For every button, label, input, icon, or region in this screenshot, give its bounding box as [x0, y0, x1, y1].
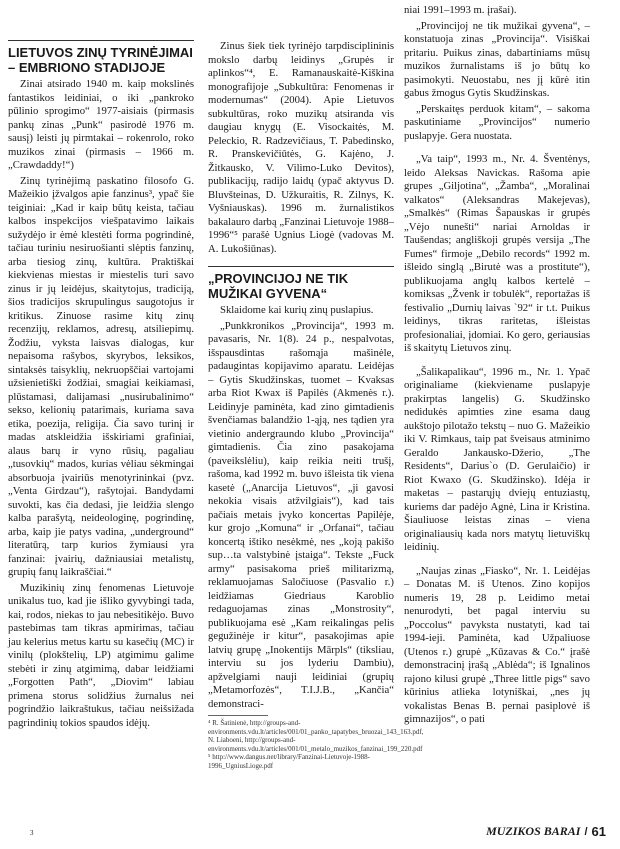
column-2 [208, 40, 424, 770]
page-number: 61 [591, 824, 606, 839]
paragraph: „Naujas zinas „Fiasko“, Nr. 1. Leidėjas – Donatas M. iš Utenos. Zino kopijos numeris 19, 28 p. Leidimo metai nenurodyti, bet pagal interviu su „Poccolus“ pavyksta nustatyti, kad tai 1994-ieji. Paminėta, kad Užpaliuose (Utenos r.) grupė „Kūzavas & Co.“ įrašė demonstracinį įrašą „Ablėda“; iš Ignalinos rajono kilusi grupė „Three little pigs“ savo kūrinius atlieka lotyniškai, „nes jų vokalistas Benas B. pernai pasiplovė iš gimnazijos“, o pati [404, 564, 590, 725]
section-heading-1: LIETUVOS ZINŲ TYRINĖJIMAI – EMBRIONO STADIJOJE [8, 45, 193, 75]
paragraph: Zinus šiek tiek tyrinėjo tarpdisciplininis mokslo darbų leidinys „Grupės ir aplinkos“⁴, E. Ramanauskaitė-Kiškina monografijoje „Subkultūra: Fenomenas ir modernumas“ (2004). Apie Lietuvos subkultūras, roko muzikų atsiranda vis daugiau knygų (E. Visockaitės, M. Peleckio, R. Radzevičiaus, T. Pabedinsko, R. Pranskevičiūtės, G. Kajėno, J. Žitkausko, V. Vilimo-Luko Devitos), publikacijų, radijo laidų (ypač aktyvus D. Bluvšteinas, D. Užkuraitis, R. Zilnys, K. Vyšniauskas). 1996 m. žurnalistikos bakalauro darbą „Fanzinai Lietuvoje 1988–1996“⁵ parašė Ugnius Liogė (vadovas M. A. Lukošiūnas). [208, 40, 394, 255]
paragraph: niai 1991–1993 m. įrašai). [404, 4, 517, 16]
section-heading-2: „PROVINCIJOJ NE TIK MUŽIKAI GYVENA“ [208, 271, 349, 301]
paragraph: „Perskaitęs perduok kitam“, – sakoma paskutiniame „Provincijos“ numerio puslapyje. Gera nuostata. [404, 102, 590, 142]
paragraph: „Šalikapalikau“, 1996 m., Nr. 1. Ypač originaliame (kiekviename puslapyje prakirptas langelis) G. Skudžinsko nedidukės apimties zine esama daug aukštojo pilotažo tekstų – nuo G. Mažeikio iki V. Rimkaus, taip pat šveisaus atminimo Geraldo Jankausko-Džerio, „The Residents“, Darius`o (D. Gerulaičio) ir Riot Kwaxo (G. Skudžinsko). Idėja ir maketas – pastarųjų dviejų entuziastų, kuriems dar padėjo Agnė, Lina ir Kristina. Šiauliuose leistas zinas – viena originaliausių kada nors matytų lietuviškų leidinių. [404, 365, 590, 553]
magazine-logo: MUZIKOS BARAI [486, 824, 581, 838]
column-1 [8, 40, 194, 732]
paragraph: Zinai atsirado 1940 m. kaip mokslinės fantastikos leidiniai, o iki „pankroko pūlinio sprogimo“ 1977-aisiais (pirmasis pankų zinas „Punk“ pasirodė 1976 m. sausį) leisti jų pirmtakai – rokenrolo, roko muzikos zinai (pirmasis – 1966 m. „Crawdaddy!“) [8, 78, 194, 171]
page-footer [486, 824, 606, 839]
paragraph: „Provincijoj ne tik mužikai gyvena“, – konstatuoja zinas „Provincija“. Visiškai pritariu. Puikus zinas, dabartiniams mūsų muzikos žurnalistams iš jo būtų ko pasimokyti. Neuostabu, nes jį kūrė itin gabus žmogus Gytis Skudžinskas. [404, 19, 590, 99]
heading-rule [8, 40, 194, 41]
column-3 [404, 4, 590, 729]
footnote-5: ⁵ http://www.dangus.net/library/Fanzinai-Lietuvoje-1988-1996_UgniusLioge.pdf [208, 753, 370, 770]
paragraph: „Va taip“, 1993 m., Nr. 4. Šventėnys, leido Aleksas Navickas. Rašoma apie grupes „Giljotina“, „Žamba“, „Moralinai valkatos“ (Aleksandras Makejevas), „Smalkės“ (Rimas Šapauskas ir grupės „Vėjo nunešti“ nariai Arnoldas ir Taušendas; angliškoji grupės versija „The Fumes“ firmoje „Debilo records“ 1992 m. išleido singlą „Birutė was a prostitute“), publikuojama anglų kalbos kertelė – komiksas „Žvenk ir tobulėk“, reportažas iš festivalio „Durnių laivas `92“ ir t.t. Puikus leidinys, tikras raritetas, išleistas profesionaliai, įdomiai. Ko gero, geriausias iš skaitytų Lietuvos zinų. [404, 153, 590, 354]
footnote-rule [208, 715, 268, 716]
footnote-4: ⁴ R. Šatinienė, http://groups-and-environments.vdu.lt/articles/001/01_panko_tapatybes_bruozai_143_163.pdf, N. Liaboeni, http://groups-and-environments.vdu.lt/articles/001/01_metalo_muzikos_fanzinai_199_220.pdf [208, 719, 424, 753]
paragraph: Muzikinių zinų fenomenas Lietuvoje unikalus tuo, kad jie išliko gyvybingi tada, kai, rodos, niekas to jau nebesitikėjo. Buvo pastebimas tam tikras apmirimas, tačiau jau kelerius metus kartu su kasečių (MC) ir vinilų (plokštelių, LP) atgimimu galime stebėti ir zinų atgimimą, dabar leidžiami „Forgotten Path“, „Diovim“ labiau primena storus solidžius žurnalus nei pogrindžio laikraštukus, tačiau neišsižada pagrindinių tokios spaudos idėjų. [8, 581, 194, 729]
paragraph: Zinų tyrinėjimą paskatino filosofo G. Mažeikio įžvalgos apie fanzinus³, ypač šie teiginiai: „Kad ir kaip būtų keista, tačiau kalbos inspekcijos viešpatavimo laikais sužydėjo ir ėmė klestėti forma pogrindinė, tačiau turiniu nesiruošianti slėptis fanzinų, arba tiesiog zinų, kultūra. Praktiškai kiekvienas miestas ir miestelis turi savo zinus ir jų leidėjus, skaitytojus, tradiciją, šios tradicijos skrupulingus saugotojus ir kritikus. Zinuose rasime kitų zinų recenzijų, reklamos, adresų, atsiliepimų. Žodžiu, vyksta laisvas dialogas, kur nepaisoma rašybos, skyrybos, leksikos, sintaksės taisyklių, nekruopščiai vartojami užsienietiški žodžiai, smagiai keikiamasi, plūstamasi, dalijamasi „nusirubalinimo“ sekso, kelionių patarimais, kuriama sava etika, poezija, religija. Čia savo turinį ir madas atskleidžia išskiriami grafiniai, alaus barų ir vyno rūsių, pagaliau „tusovkių“ mados, kurias vėliau sėkmingai absorbuoja įvairiūs menotyrininkai (pvz. „Venta Girdzau“), rašytojai. Bandydami suvokti, kas čia dedasi, jie leidžia slengo kalba parašytą, neideologinę, pogrindinę, arba, kaip jie patys vadina, „underground“ literatūrą, tarp kurios žymiausi yra fanzinai: įvairių, dažniausiai metalistų, grupių fanų laikraščiai.“ [8, 174, 194, 578]
footer-separator: / [584, 825, 588, 838]
column-mark: 3 [30, 829, 34, 837]
heading-rule [208, 266, 394, 267]
paragraph: „Punkkronikos „Provincija“, 1993 m. pavasaris, Nr. 1(8). 24 p., nespalvotas, išspausdintas rašomąja mašinėle, padaugintas kopijavimo aparatu. Leidėjas – Gytis Skudžinskas, tuomet – Kvaksas arba Riot Kwax iš Papilės (Akmenės r.). Leidinyje paminėta, kad zino gimtadienis švenčiamas balandžio 1-ąją, nes tądien yra vietinio andergraundo klubo „Provincija“ gimtadienis. Čia zino pasakojama (paveikslėliu), kaip reikia neiti trušį, rašoma, kad 1992 m. buvo išleista tik viena kasetė („Anarcija Lietuvos“, „ji gavosi nekokia visais atžvilgiais“), kad tais pačiais metais įvyko koncertas Papilėje, kur grojo „Komuna“ ir „Orfanai“, tačiau koncertą ištiko nesėkmė, nes „koją pakišo sup…ta valstybinė įstaiga“. Tekste „Fuck army“ pasisakoma prieš militarizmą, reklamuojamas Saločiuose (Pasvalio r.) leidžiamas Giedriaus Karoblio redaguojamas zinas „Monstrosity“, publikuojama esė „Kam reikalingas pelis gegužinėje ir kitur“, pasakojimas apie latvių grupę „Inokentijs Mārpls“ (tiksliau, interviu su jos lyderiu Dambiu), apžvelgiami nauji leidiniai (grupių „Metamorfozės“, T.I.J.B., „Kančia“ demonstraci- [208, 319, 394, 710]
paragraph: Sklaidome kai kurių zinų puslapius. [220, 304, 374, 316]
